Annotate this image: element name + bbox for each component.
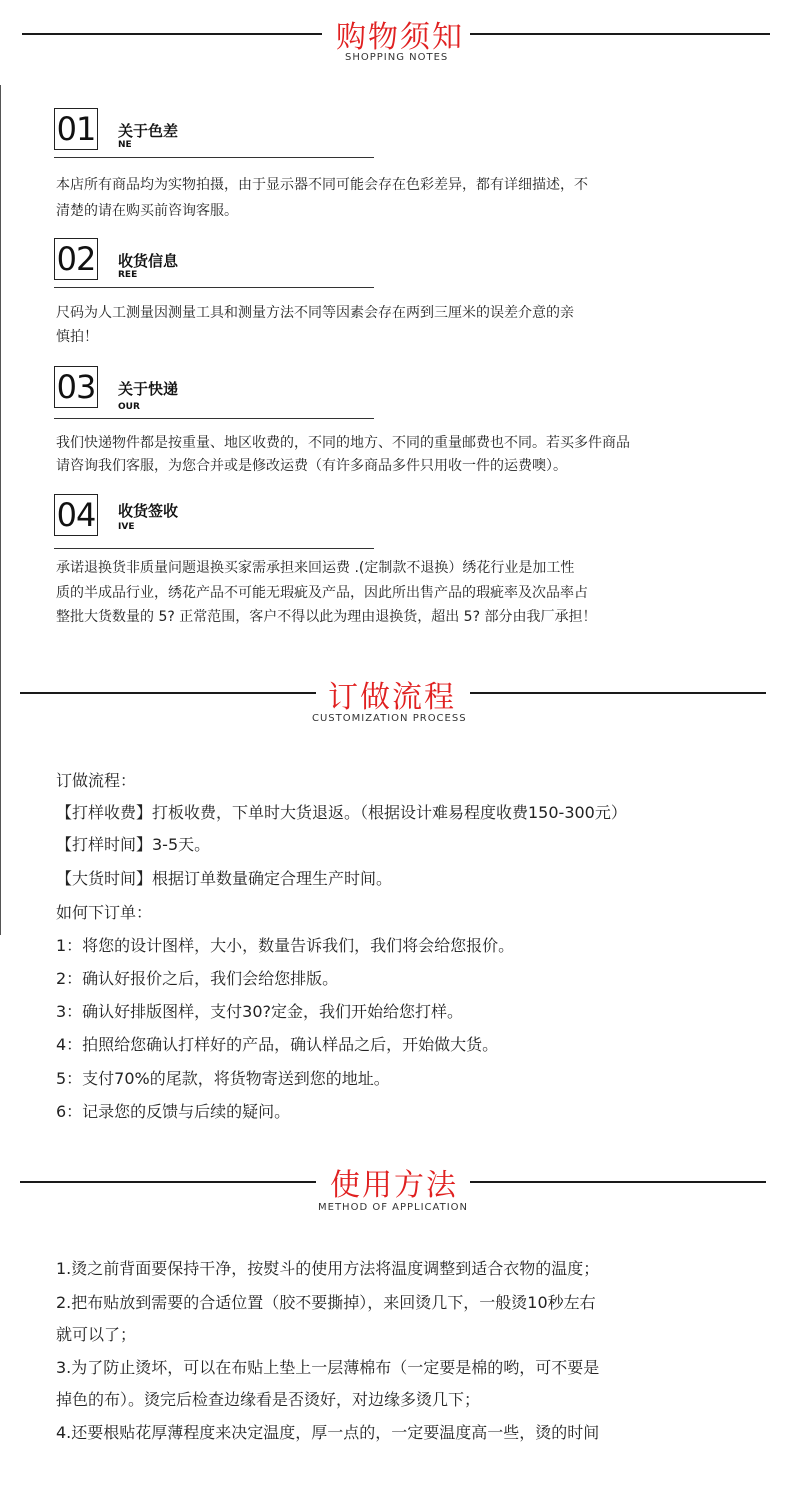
usage-line: 1.烫之前背面要保持干净，按熨斗的使用方法将温度调整到适合衣物的温度； bbox=[56, 1259, 600, 1278]
note-underline bbox=[54, 287, 374, 288]
note-title-en: NE bbox=[118, 140, 132, 150]
shopping-notes-title: 购物须知 bbox=[336, 20, 464, 55]
note-body-line: 承诺退换货非质量问题退换买家需承担来回运费 .(定制款不退换）绣花行业是加工性 bbox=[56, 560, 575, 576]
process-line: 订做流程： bbox=[56, 771, 137, 790]
process-line: 【打样收费】打板收费，下单时大货退返。（根据设计难易程度收费150-300元） bbox=[56, 803, 627, 822]
process-line: 3：确认好排版图样，支付30?定金，我们开始给您打样。 bbox=[56, 1002, 464, 1021]
note-title: 收货签收 bbox=[118, 502, 179, 520]
page-edge-mark bbox=[0, 85, 1, 935]
note-title-en: REE bbox=[118, 270, 138, 280]
usage-line: 2.把布贴放到需要的合适位置（胶不要撕掉），来回烫几下，一般烫10秒左右 bbox=[56, 1293, 596, 1312]
note-title: 收货信息 bbox=[118, 252, 179, 270]
usage-rule-left bbox=[20, 1181, 316, 1183]
header-rule-right bbox=[470, 33, 770, 35]
process-line: 5：支付70%的尾款，将货物寄送到您的地址。 bbox=[56, 1069, 390, 1088]
process-line: 6：记录您的反馈与后续的疑问。 bbox=[56, 1102, 291, 1121]
process-line: 2：确认好报价之后，我们会给您排版。 bbox=[56, 969, 339, 988]
process-line: 1：将您的设计图样，大小，数量告诉我们，我们将会给您报价。 bbox=[56, 936, 515, 955]
usage-line: 4.还要根贴花厚薄程度来决定温度，厚一点的，一定要温度高一些，烫的时间 bbox=[56, 1423, 600, 1442]
note-title-en: IVE bbox=[118, 522, 135, 532]
usage-line: 3.为了防止烫坏，可以在布贴上垫上一层薄棉布（一定要是棉的哟，可不要是 bbox=[56, 1358, 600, 1377]
process-line: 【打样时间】3-5天。 bbox=[56, 835, 211, 854]
note-body-line: 整批大货数量的 5? 正常范围，客户不得以此为理由退换货，超出 5? 部分由我厂承担！ bbox=[56, 609, 597, 625]
note-underline bbox=[54, 157, 374, 158]
process-line: 4：拍照给您确认打样好的产品，确认样品之后，开始做大货。 bbox=[56, 1035, 499, 1054]
usage-title: 使用方法 bbox=[330, 1168, 458, 1203]
process-line: 如何下订单： bbox=[56, 903, 153, 922]
note-body-line: 我们快递物件都是按重量、地区收费的，不同的地方、不同的重量邮费也不同。若买多件商品 bbox=[56, 435, 630, 451]
note-underline bbox=[54, 418, 374, 419]
shopping-notes-subtitle: SHOPPING NOTES bbox=[345, 52, 449, 63]
usage-subtitle: METHOD OF APPLICATION bbox=[318, 1202, 469, 1213]
note-title-en: OUR bbox=[118, 402, 140, 412]
note-body-line: 请咨询我们客服，为您合并或是修改运费（有许多商品多件只用收一件的运费噢）。 bbox=[56, 458, 567, 474]
note-number-box: 02 bbox=[54, 238, 98, 280]
note-body-line: 本店所有商品均为实物拍摄，由于显示器不同可能会存在色彩差异，都有详细描述，不 bbox=[56, 177, 588, 193]
process-rule-right bbox=[470, 692, 766, 694]
usage-rule-right bbox=[470, 1181, 766, 1183]
process-title: 订做流程 bbox=[328, 680, 456, 715]
process-line: 【大货时间】根据订单数量确定合理生产时间。 bbox=[56, 869, 393, 888]
note-title: 关于色差 bbox=[118, 122, 179, 140]
note-body-line: 清楚的请在购买前咨询客服。 bbox=[56, 203, 238, 219]
process-subtitle: CUSTOMIZATION PROCESS bbox=[312, 713, 467, 724]
note-number-box: 03 bbox=[54, 366, 98, 408]
note-body-line: 慎拍！ bbox=[56, 329, 98, 345]
note-title: 关于快递 bbox=[118, 380, 179, 398]
note-body-line: 质的半成品行业，绣花产品不可能无瑕疵及产品，因此所出售产品的瑕疵率及次品率占 bbox=[56, 585, 588, 601]
process-rule-left bbox=[20, 692, 316, 694]
note-body-line: 尺码为人工测量因测量工具和测量方法不同等因素会存在两到三厘米的误差介意的亲 bbox=[56, 305, 574, 321]
note-underline bbox=[54, 548, 374, 549]
header-rule-left bbox=[22, 33, 322, 35]
usage-line: 掉色的布）。烫完后检查边缘看是否烫好，对边缘多烫几下； bbox=[56, 1390, 481, 1409]
usage-line: 就可以了； bbox=[56, 1325, 137, 1344]
note-number-box: 04 bbox=[54, 494, 98, 536]
note-number-box: 01 bbox=[54, 108, 98, 150]
